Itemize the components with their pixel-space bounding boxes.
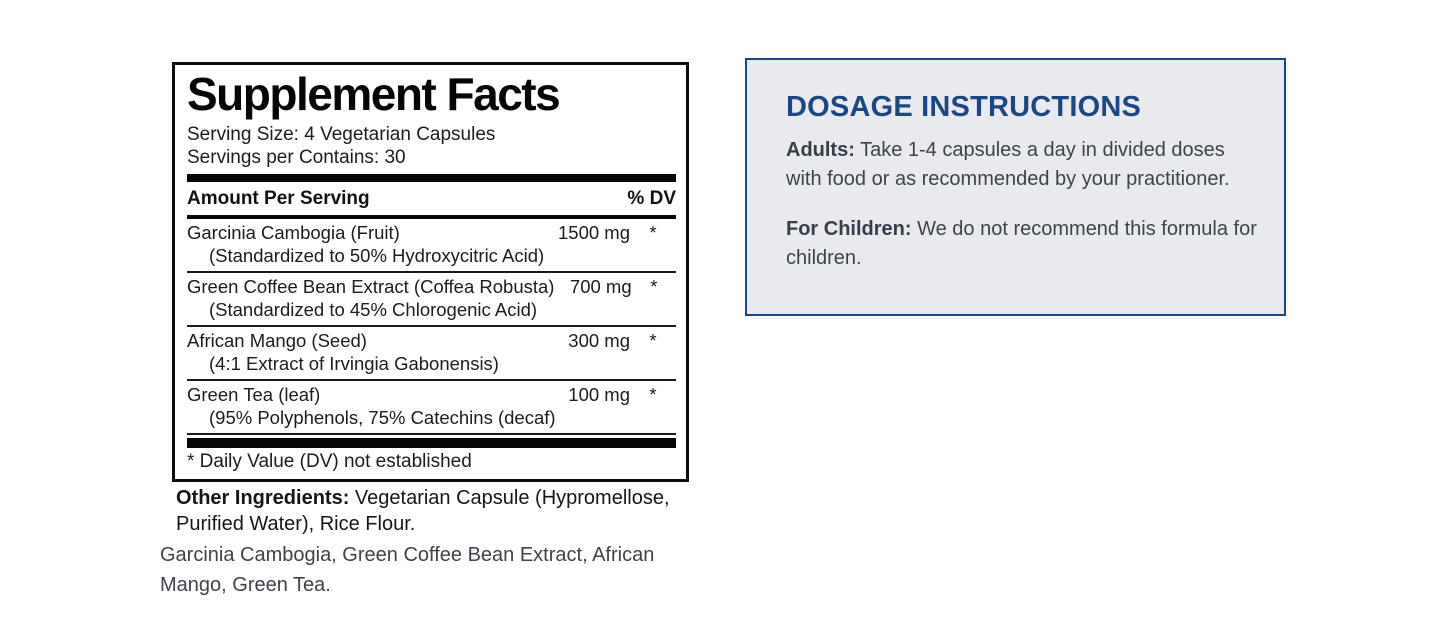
ingredient-detail: (95% Polyphenols, 75% Catechins (decaf) bbox=[209, 407, 556, 428]
ingredient-amount: 700 mg bbox=[569, 276, 632, 297]
ingredient-dv: * bbox=[650, 276, 658, 297]
ingredients-caption: Garcinia Cambogia, Green Coffee Bean Extract, African Mango, Green Tea. bbox=[160, 544, 655, 596]
ingredient-dv: * bbox=[649, 330, 657, 351]
divider-bar-thick bbox=[187, 174, 676, 182]
ingredient-amount: 300 mg bbox=[568, 330, 630, 351]
ingredient-dv: * bbox=[649, 384, 657, 405]
other-ingredients-text: Vegetarian Capsule (Hypromellose, Purified Water), Rice Flour. bbox=[176, 487, 670, 535]
ingredient-row bbox=[187, 327, 676, 381]
supplement-facts-label bbox=[172, 62, 689, 482]
ingredient-detail: (4:1 Extract of Irvingia Gabonensis) bbox=[209, 353, 499, 374]
ingredient-name: Garcinia Cambogia (Fruit) bbox=[187, 222, 400, 243]
divider-bar-bottom bbox=[187, 438, 676, 448]
ingredient-name: Green Tea (leaf) bbox=[187, 384, 321, 405]
supplement-facts-section bbox=[172, 62, 689, 537]
ingredient-row bbox=[187, 273, 676, 327]
ingredient-amount: 100 mg bbox=[568, 384, 630, 405]
percent-dv-header: % DV bbox=[627, 188, 676, 209]
dosage-adults-label: Adults: bbox=[786, 139, 855, 161]
dosage-adults-text: Take 1-4 capsules a day in divided doses with food or as recommended by your practitioner. bbox=[786, 139, 1230, 190]
other-ingredients-label: Other Ingredients: bbox=[176, 487, 350, 509]
ingredient-detail: (Standardized to 45% Chlorogenic Acid) bbox=[209, 299, 538, 320]
dosage-children-label: For Children: bbox=[786, 218, 912, 240]
dosage-adults-paragraph bbox=[786, 136, 1258, 194]
serving-size-line: Serving Size: 4 Vegetarian Capsules bbox=[187, 124, 496, 145]
amount-per-serving-header: Amount Per Serving bbox=[187, 188, 370, 209]
ingredient-name: Green Coffee Bean Extract (Coffea Robusta) bbox=[187, 276, 555, 297]
dosage-children-paragraph bbox=[786, 215, 1258, 273]
daily-value-footnote: * Daily Value (DV) not established bbox=[187, 451, 472, 472]
ingredient-name: African Mango (Seed) bbox=[187, 330, 367, 351]
servings-per-line: Servings per Contains: 30 bbox=[187, 147, 406, 168]
dosage-instructions-panel bbox=[745, 58, 1286, 316]
ingredient-amount: 1500 mg bbox=[558, 222, 630, 243]
ingredient-dv: * bbox=[649, 222, 657, 243]
dosage-children-text: We do not recommend this formula for children. bbox=[786, 218, 1257, 269]
column-header-row bbox=[187, 185, 676, 213]
ingredient-detail: (Standardized to 50% Hydroxycitric Acid) bbox=[209, 245, 545, 266]
dosage-instructions-title: DOSAGE INSTRUCTIONS bbox=[786, 91, 1142, 123]
supplement-facts-title: Supplement Facts bbox=[187, 68, 560, 120]
ingredient-row bbox=[187, 219, 676, 273]
ingredient-row bbox=[187, 381, 676, 435]
other-ingredients bbox=[176, 485, 696, 537]
